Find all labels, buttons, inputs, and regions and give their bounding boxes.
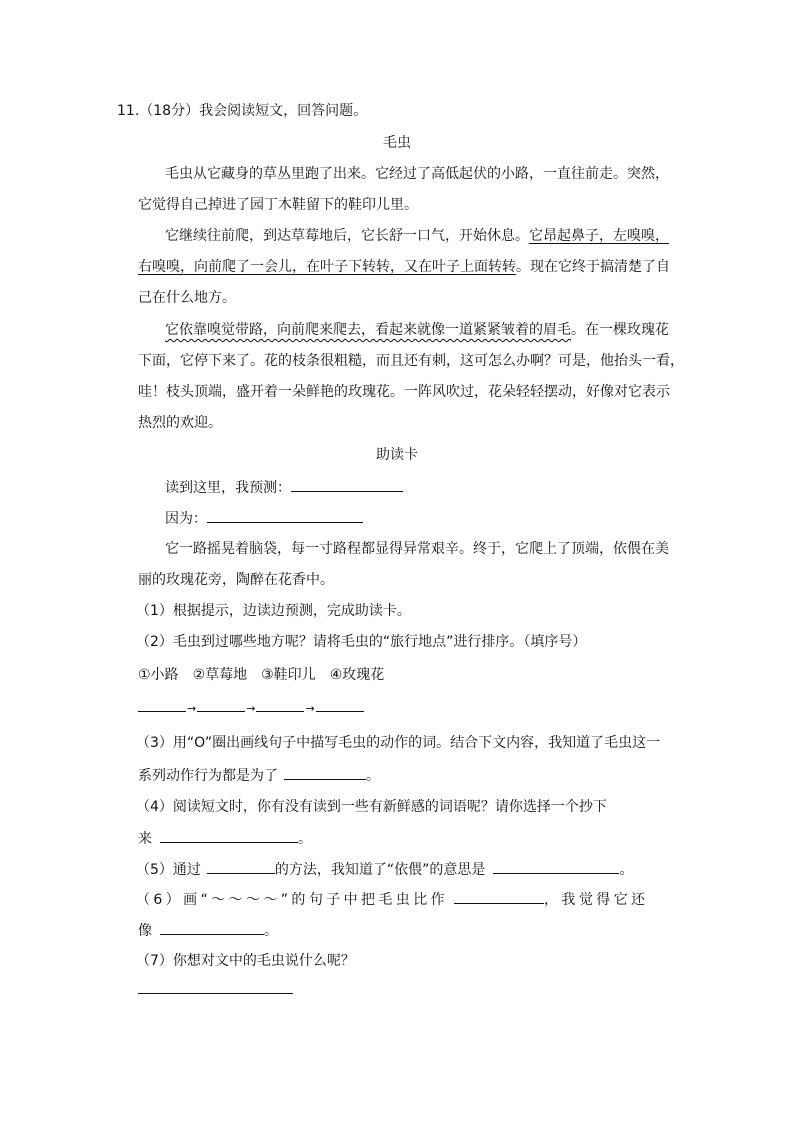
period: 。 xyxy=(264,923,278,939)
passage-paragraph-2-line-2 xyxy=(138,257,670,277)
period: 。 xyxy=(619,862,634,878)
question-6-line-1 xyxy=(136,888,648,910)
arrow-icon: → xyxy=(187,702,197,715)
prediction-row xyxy=(165,476,403,498)
continuation-line-2: 丽的玫瑰花旁，陶醉在花香中。 xyxy=(138,572,334,588)
question-6-prompt-b: ，我觉得它还 xyxy=(544,892,649,908)
option-2: ②草莓地 xyxy=(192,667,248,683)
question-7-answer-blank[interactable] xyxy=(138,978,293,994)
question-6-prompt-a: （6）画“～～～～”的句子中把毛虫比作 xyxy=(136,892,449,908)
underlined-sentence: 右嗅嗅，向前爬了一会儿，在叶子下转转，又在叶子上面转转 xyxy=(138,259,516,275)
plain-text: 它继续往前爬，到达草莓地后，它长舒一口气，开始休息。 xyxy=(165,228,529,244)
question-2-ordering-row xyxy=(138,696,364,719)
order-blank-4[interactable] xyxy=(316,696,364,712)
question-6-prompt-c: 像 xyxy=(138,923,152,939)
wavy-underlined-sentence: 它依靠嗅觉带路，向前爬来爬去，看起来就像一道紧紧皱着的眉毛 xyxy=(165,322,571,338)
question-6-simile-blank[interactable] xyxy=(160,919,264,935)
reason-row xyxy=(165,507,363,529)
passage-paragraph-2-line-1 xyxy=(165,226,669,246)
passage-paragraph-3-line-3: 哇！枝头顶端，盛开着一朵鲜艳的玫瑰花。一阵风吹过，花朵轻轻摆动，好像对它表示 xyxy=(138,384,670,400)
question-6-line-2 xyxy=(138,919,278,941)
question-5-prompt-a: （5）通过 xyxy=(136,862,201,878)
question-4-answer-blank[interactable] xyxy=(160,827,298,843)
question-3-line-2 xyxy=(138,764,380,786)
underlined-sentence: 它昂起鼻子，左嗅嗅， xyxy=(529,228,669,244)
question-5-meaning-blank[interactable] xyxy=(493,858,619,874)
prediction-label: 读到这里，我预测： xyxy=(165,480,291,496)
question-3-answer-blank[interactable] xyxy=(284,764,366,780)
passage-paragraph-3-line-4: 热烈的欢迎。 xyxy=(138,415,222,431)
passage-title: 毛虫 xyxy=(383,135,411,151)
reason-answer-blank[interactable] xyxy=(207,507,363,523)
option-4: ④玫瑰花 xyxy=(329,667,385,683)
arrow-icon: → xyxy=(305,702,315,715)
question-4-line-2 xyxy=(138,827,312,849)
question-1: （1）根据提示，边读边预测，完成助读卡。 xyxy=(136,603,411,619)
arrow-icon: → xyxy=(246,702,256,715)
passage-paragraph-1-line-1: 毛虫从它藏身的草丛里跑了出来。它经过了高低起伏的小路，一直往前走。突然， xyxy=(165,166,669,182)
question-4-prompt: 来 xyxy=(138,831,152,847)
passage-paragraph-3-line-1 xyxy=(165,320,669,340)
question-7-answer-row xyxy=(138,978,293,1000)
continuation-line-1: 它一路摇晃着脑袋，每一寸路程都显得异常艰辛。终于，它爬上了顶端，依偎在美 xyxy=(165,541,669,557)
plain-text: 。在一棵玫瑰花 xyxy=(571,322,669,338)
passage-paragraph-2-line-3: 己在什么地方。 xyxy=(138,290,236,306)
period: 。 xyxy=(298,831,312,847)
order-blank-2[interactable] xyxy=(197,696,245,712)
question-header: 11.（18分）我会阅读短文，回答问题。 xyxy=(117,103,368,119)
option-3: ③鞋印儿 xyxy=(261,667,316,683)
question-3-prompt: 系列动作行为都是为了 xyxy=(138,768,278,784)
passage-paragraph-1-line-2: 它觉得自己掉进了园丁木鞋留下的鞋印儿里。 xyxy=(138,197,418,213)
question-2: （2）毛虫到过哪些地方呢？请将毛虫的“旅行地点”进行排序。（填序号） xyxy=(136,634,587,650)
question-2-options xyxy=(138,665,384,685)
plain-text: 。现在它终于搞清楚了自 xyxy=(516,259,670,275)
order-blank-3[interactable] xyxy=(256,696,304,712)
question-5 xyxy=(136,858,633,880)
period: 。 xyxy=(366,768,380,784)
question-7: （7）你想对文中的毛虫说什么呢？ xyxy=(136,953,355,969)
reason-label: 因为： xyxy=(165,511,207,527)
passage-paragraph-3-line-2: 下面，它停下来了。花的枝条很粗糙，而且还有刺，这可怎么办啊？可是，他抬头一看， xyxy=(138,353,684,369)
question-4-line-1: （4）阅读短文时，你有没有读到一些有新鲜感的词语呢？请你选择一个抄下 xyxy=(136,799,607,815)
order-blank-1[interactable] xyxy=(138,696,186,712)
option-1: ①小路 xyxy=(138,667,179,683)
question-5-method-blank[interactable] xyxy=(207,858,275,874)
question-6-metaphor-blank[interactable] xyxy=(454,888,544,904)
reading-card-title: 助读卡 xyxy=(376,447,418,463)
question-5-prompt-b: 的方法，我知道了“依偎”的意思是 xyxy=(274,862,486,878)
question-3-line-1: （3）用“O”圈出画线句子中描写毛虫的动作的词。结合下文内容，我知道了毛虫这一 xyxy=(136,735,661,751)
prediction-answer-blank[interactable] xyxy=(291,476,403,492)
